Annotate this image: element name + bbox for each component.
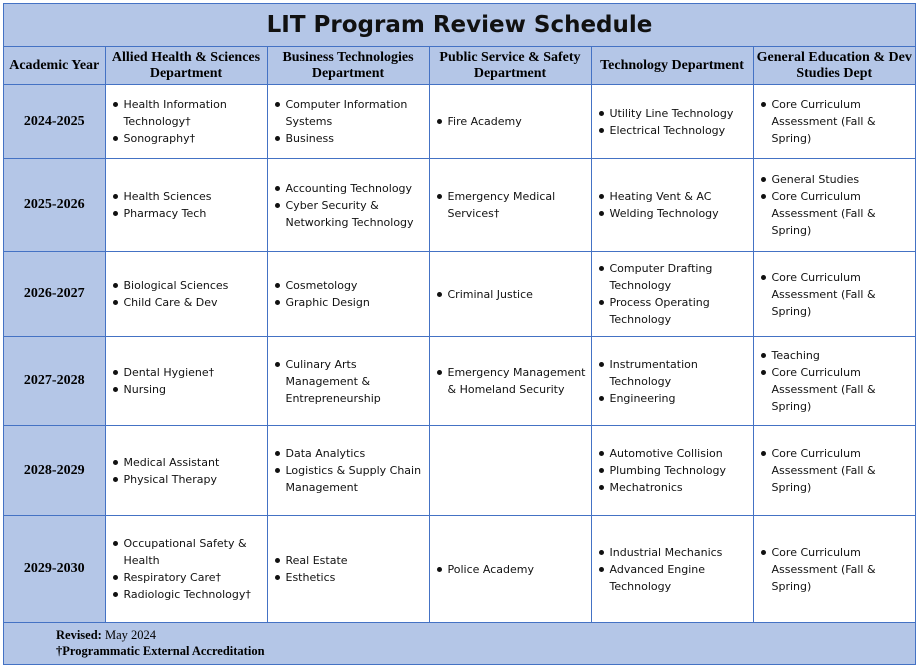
academic-year-cell: 2024-2025 bbox=[4, 85, 105, 159]
header-business-technologies: Business Technologies Department bbox=[267, 47, 429, 85]
list-item: Health Information Technology† bbox=[110, 96, 263, 130]
program-list bbox=[110, 277, 263, 311]
list-item: Esthetics bbox=[272, 569, 425, 586]
list-item: Core Curriculum Assessment (Fall & Spring) bbox=[758, 445, 912, 496]
program-cell bbox=[267, 252, 429, 337]
program-list bbox=[596, 105, 749, 139]
list-item: Core Curriculum Assessment (Fall & Spring) bbox=[758, 544, 912, 595]
program-cell bbox=[429, 159, 591, 252]
program-list bbox=[758, 96, 912, 147]
program-cell bbox=[267, 516, 429, 623]
list-item: Cyber Security & Networking Technology bbox=[272, 197, 425, 231]
list-item: Computer Information Systems bbox=[272, 96, 425, 130]
program-cell bbox=[753, 337, 915, 426]
program-list bbox=[110, 364, 263, 398]
program-list bbox=[434, 188, 587, 222]
list-item: Dental Hygiene† bbox=[110, 364, 263, 381]
list-item: Emergency Management & Homeland Security bbox=[434, 364, 587, 398]
table-row bbox=[4, 337, 915, 426]
program-cell bbox=[267, 426, 429, 516]
program-cell bbox=[267, 337, 429, 426]
program-cell bbox=[105, 252, 267, 337]
list-item: Child Care & Dev bbox=[110, 294, 263, 311]
list-item: Process Operating Technology bbox=[596, 294, 749, 328]
list-item: Nursing bbox=[110, 381, 263, 398]
list-item: Emergency Medical Services† bbox=[434, 188, 587, 222]
header-row bbox=[4, 47, 915, 85]
program-list bbox=[596, 544, 749, 595]
revised-label: Revised: bbox=[56, 628, 102, 642]
program-cell bbox=[105, 426, 267, 516]
academic-year-cell: 2026-2027 bbox=[4, 252, 105, 337]
list-item: Biological Sciences bbox=[110, 277, 263, 294]
program-list bbox=[272, 180, 425, 231]
table-row bbox=[4, 159, 915, 252]
program-cell bbox=[591, 337, 753, 426]
program-cell bbox=[429, 516, 591, 623]
program-list bbox=[596, 445, 749, 496]
list-item: Sonography† bbox=[110, 130, 263, 147]
list-item: Computer Drafting Technology bbox=[596, 260, 749, 294]
program-cell bbox=[105, 337, 267, 426]
header-technology: Technology Department bbox=[591, 47, 753, 85]
list-item: Teaching bbox=[758, 347, 912, 364]
program-cell bbox=[591, 516, 753, 623]
list-item: Core Curriculum Assessment (Fall & Spring) bbox=[758, 364, 912, 415]
list-item: Occupational Safety & Health bbox=[110, 535, 263, 569]
program-list bbox=[758, 445, 912, 496]
accreditation-note: †Programmatic External Accreditation bbox=[56, 644, 265, 658]
list-item: Core Curriculum Assessment (Fall & Spring) bbox=[758, 269, 912, 320]
list-item: Pharmacy Tech bbox=[110, 205, 263, 222]
program-cell bbox=[753, 252, 915, 337]
list-item: Radiologic Technology† bbox=[110, 586, 263, 603]
program-cell bbox=[429, 85, 591, 159]
list-item: Welding Technology bbox=[596, 205, 749, 222]
table-row bbox=[4, 252, 915, 337]
list-item: Business bbox=[272, 130, 425, 147]
program-cell bbox=[105, 159, 267, 252]
list-item: General Studies bbox=[758, 171, 912, 188]
list-item: Instrumentation Technology bbox=[596, 356, 749, 390]
program-cell bbox=[753, 516, 915, 623]
program-list bbox=[758, 347, 912, 415]
list-item: Physical Therapy bbox=[110, 471, 263, 488]
program-cell bbox=[753, 159, 915, 252]
list-item: Cosmetology bbox=[272, 277, 425, 294]
program-list bbox=[434, 286, 587, 303]
list-item: Electrical Technology bbox=[596, 122, 749, 139]
program-cell bbox=[105, 85, 267, 159]
program-cell bbox=[753, 426, 915, 516]
program-cell bbox=[591, 252, 753, 337]
list-item: Real Estate bbox=[272, 552, 425, 569]
program-list bbox=[596, 188, 749, 222]
program-cell bbox=[753, 85, 915, 159]
program-list bbox=[110, 535, 263, 603]
list-item: Engineering bbox=[596, 390, 749, 407]
table-row bbox=[4, 85, 915, 159]
revised-line bbox=[56, 628, 156, 643]
revised-value: May 2024 bbox=[104, 628, 156, 642]
program-list bbox=[434, 113, 587, 130]
list-item: Industrial Mechanics bbox=[596, 544, 749, 561]
list-item: Criminal Justice bbox=[434, 286, 587, 303]
list-item: Advanced Engine Technology bbox=[596, 561, 749, 595]
program-list bbox=[272, 277, 425, 311]
program-cell bbox=[591, 159, 753, 252]
program-cell bbox=[267, 85, 429, 159]
footer bbox=[4, 622, 915, 664]
list-item: Health Sciences bbox=[110, 188, 263, 205]
list-item: Respiratory Care† bbox=[110, 569, 263, 586]
program-list bbox=[272, 356, 425, 407]
program-list bbox=[110, 188, 263, 222]
program-list bbox=[110, 96, 263, 147]
program-cell bbox=[267, 159, 429, 252]
academic-year-cell: 2029-2030 bbox=[4, 516, 105, 623]
header-academic-year: Academic Year bbox=[4, 47, 105, 85]
list-item: Police Academy bbox=[434, 561, 587, 578]
program-list bbox=[758, 171, 912, 239]
program-cell bbox=[429, 426, 591, 516]
list-item: Accounting Technology bbox=[272, 180, 425, 197]
review-schedule-document bbox=[3, 3, 916, 665]
list-item: Culinary Arts Management & Entrepreneurship bbox=[272, 356, 425, 407]
list-item: Mechatronics bbox=[596, 479, 749, 496]
academic-year-cell: 2028-2029 bbox=[4, 426, 105, 516]
table-row bbox=[4, 516, 915, 623]
list-item: Data Analytics bbox=[272, 445, 425, 462]
schedule-table bbox=[4, 47, 915, 623]
header-allied-health: Allied Health & Sciences Department bbox=[105, 47, 267, 85]
page-title: LIT Program Review Schedule bbox=[4, 4, 915, 47]
program-list bbox=[272, 552, 425, 586]
list-item: Medical Assistant bbox=[110, 454, 263, 471]
program-cell bbox=[105, 516, 267, 623]
list-item: Core Curriculum Assessment (Fall & Spring) bbox=[758, 188, 912, 239]
program-list bbox=[434, 364, 587, 398]
program-list bbox=[434, 561, 587, 578]
program-list bbox=[110, 454, 263, 488]
list-item: Fire Academy bbox=[434, 113, 587, 130]
program-list bbox=[596, 356, 749, 407]
academic-year-cell: 2027-2028 bbox=[4, 337, 105, 426]
list-item: Plumbing Technology bbox=[596, 462, 749, 479]
academic-year-cell: 2025-2026 bbox=[4, 159, 105, 252]
table-row bbox=[4, 426, 915, 516]
program-list bbox=[758, 269, 912, 320]
program-cell bbox=[591, 426, 753, 516]
program-list bbox=[596, 260, 749, 328]
program-cell bbox=[429, 252, 591, 337]
list-item: Logistics & Supply Chain Management bbox=[272, 462, 425, 496]
schedule-body bbox=[4, 85, 915, 623]
program-cell bbox=[429, 337, 591, 426]
list-item: Heating Vent & AC bbox=[596, 188, 749, 205]
program-list bbox=[758, 544, 912, 595]
program-cell bbox=[591, 85, 753, 159]
list-item: Core Curriculum Assessment (Fall & Spring) bbox=[758, 96, 912, 147]
program-list bbox=[272, 96, 425, 147]
header-general-education: General Education & Dev Studies Dept bbox=[753, 47, 915, 85]
list-item: Graphic Design bbox=[272, 294, 425, 311]
list-item: Utility Line Technology bbox=[596, 105, 749, 122]
list-item: Automotive Collision bbox=[596, 445, 749, 462]
program-list bbox=[272, 445, 425, 496]
header-public-service: Public Service & Safety Department bbox=[429, 47, 591, 85]
